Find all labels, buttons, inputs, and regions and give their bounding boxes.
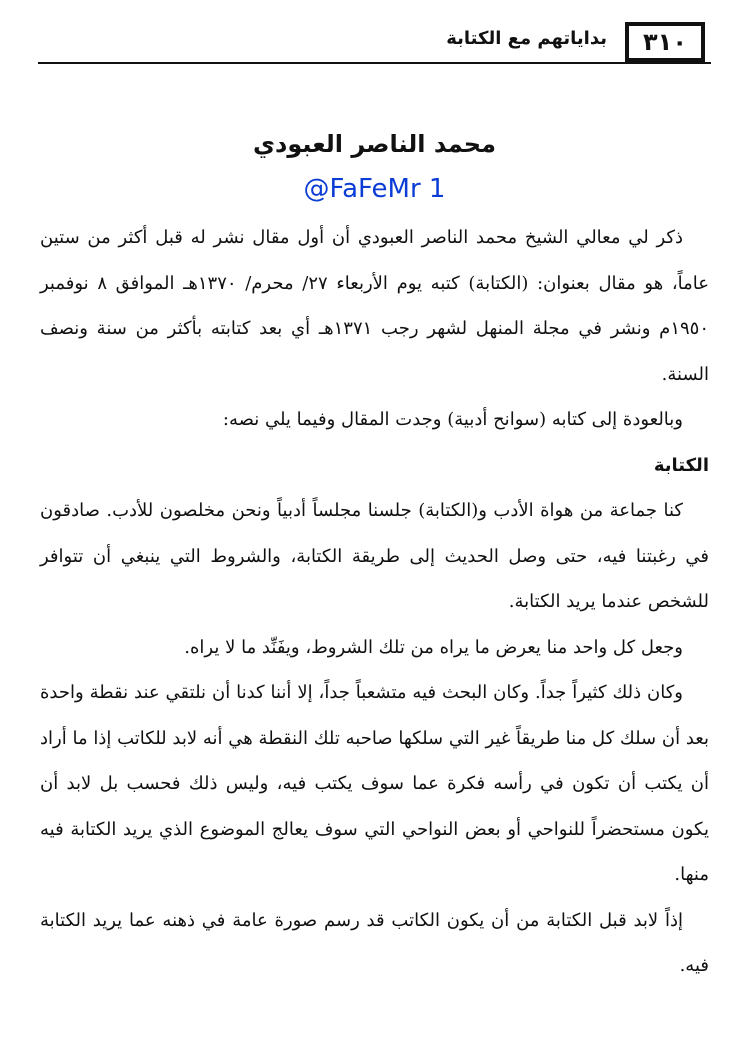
paragraph-group: كنا جماعة من هواة الأدب و(الكتابة) جلسنا مجلساً أدبياً ونحن مخلصون للأدب. صادقون في رغبتنا فيه، حتى وصل الحديث إلى طريقة الكتابة، والشروط التي ينبغي أن تتوافر للشخص عندما يريد الكتابة. — [40, 500, 709, 612]
article-title: محمد الناصر العبودي — [253, 130, 496, 158]
watermark-handle: @FaFeMr 1 — [303, 174, 446, 204]
running-title: بداياتهم مع الكتابة — [446, 28, 607, 49]
page-header — [38, 14, 711, 64]
body-text — [40, 215, 709, 989]
section-heading: الكتابة — [653, 454, 709, 476]
paragraph-conditions: وجعل كل واحد منا يعرض ما يراه من تلك الشروط، ويفَنِّد ما لا يراه. — [184, 636, 683, 658]
paragraph-intro: ذكر لي معالي الشيخ محمد الناصر العبودي أن أول مقال نشر له قبل أكثر من ستين عاماً، هو مقال بعنوان: (الكتابة) كتبه يوم الأربعاء ٢٧/ محرم/ ١٣٧٠هـ الموافق ٨ نوفمبر ١٩٥٠م ونشر في مجلة المنهل لشهر رجب ١٣٧١هـ أي بعد كتابته بأكثر من سنة ونصف السنة. — [40, 227, 709, 385]
paragraph-return: وبالعودة إلى كتابه (سوانح أدبية) وجدت المقال وفيما يلي نصه: — [222, 409, 683, 430]
paragraph-conclusion: إذاً لابد قبل الكتابة من أن يكون الكاتب قد رسم صورة عامة في ذهنه عما يريد الكتابة فيه. — [40, 909, 709, 976]
page-number: ٣١٠ — [625, 22, 705, 62]
paragraph-discussion: وكان ذلك كثيراً جداً. وكان البحث فيه متشعباً جداً، إلا أننا كدنا أن نلتقي عند نقطة واحدة بعد أن سلك كل منا طريقاً غير التي سلكها صاحبه تلك النقطة هي أنه لابد للكاتب إذا ما أراد أن يكتب أن تكون في رأسه فكرة عما سوف يكتب فيه، وليس ذلك فحسب بل لابد أن يكون مستحضراً للنواحي أو بعض النواحي التي سوف يعالج الموضوع الذي يريد الكتابة فيه منها. — [40, 682, 709, 885]
